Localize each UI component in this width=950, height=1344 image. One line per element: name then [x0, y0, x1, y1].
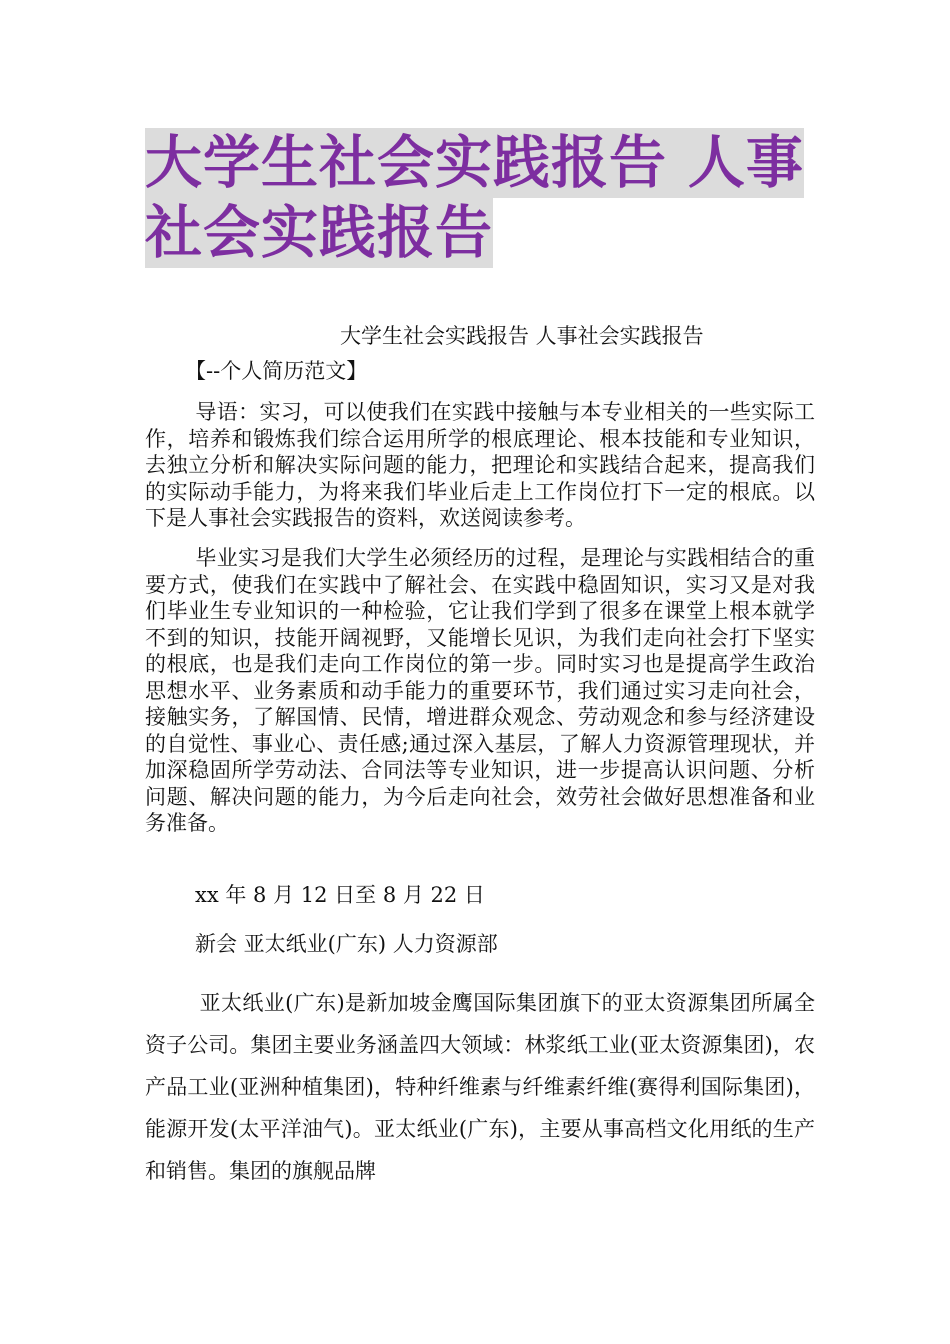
source-tag: 【--个人简历范文】 — [185, 359, 368, 383]
document-title — [145, 128, 815, 268]
intro-paragraph: 导语：实习，可以使我们在实践中接触与本专业相关的一些实际工作，培养和锻炼我们综合运用所学的根底理论、根本技能和专业知识，去独立分析和解决实际问题的能力，把理论和实践结合起来，提高我们的实际动手能力，为将来我们毕业后走上工作岗位打下一定的根底。以下是人事社会实践报告的资料，欢送阅读参考。 — [145, 400, 815, 530]
organization-line: 新会 亚太纸业(广东) 人力资源部 — [195, 932, 498, 956]
date-line: xx 年 8 月 12 日至 8 月 22 日 — [195, 883, 485, 907]
title-line-1: 大学生社会实践报告 人事 — [145, 130, 804, 196]
title-line-2: 社会实践报告 — [145, 200, 493, 266]
company-paragraph: 亚太纸业(广东)是新加坡金鹰国际集团旗下的亚太资源集团所属全资子公司。集团主要业务涵盖四大领域：林浆纸工业(亚太资源集团)，农产品工业(亚洲种植集团)，特种纤维素与纤维素纤维(赛得利国际集团)，能源开发(太平洋油气)。亚太纸业(广东)，主要从事高档文化用纸的生产和销售。集团的旗舰品牌 — [145, 991, 815, 1183]
body-paragraph: 毕业实习是我们大学生必须经历的过程，是理论与实践相结合的重要方式，使我们在实践中了解社会、在实践中稳固知识，实习又是对我们毕业生专业知识的一种检验，它让我们学到了很多在课堂上根本就学不到的知识，技能开阔视野，又能增长见识，为我们走向社会打下坚实的根底，也是我们走向工作岗位的第一步。同时实习也是提高学生政治思想水平、业务素质和动手能力的重要环节，我们通过实习走向社会，接触实务，了解国情、民情，增进群众观念、劳动观念和参与经济建设的自觉性、事业心、责任感;通过深入基层，了解人力资源管理现状，并加深稳固所学劳动法、合同法等专业知识，进一步提高认识问题、分析问题、解决问题的能力，为今后走向社会，效劳社会做好思想准备和业务准备。 — [145, 546, 815, 835]
document-subtitle: 大学生社会实践报告 人事社会实践报告 — [340, 324, 704, 348]
